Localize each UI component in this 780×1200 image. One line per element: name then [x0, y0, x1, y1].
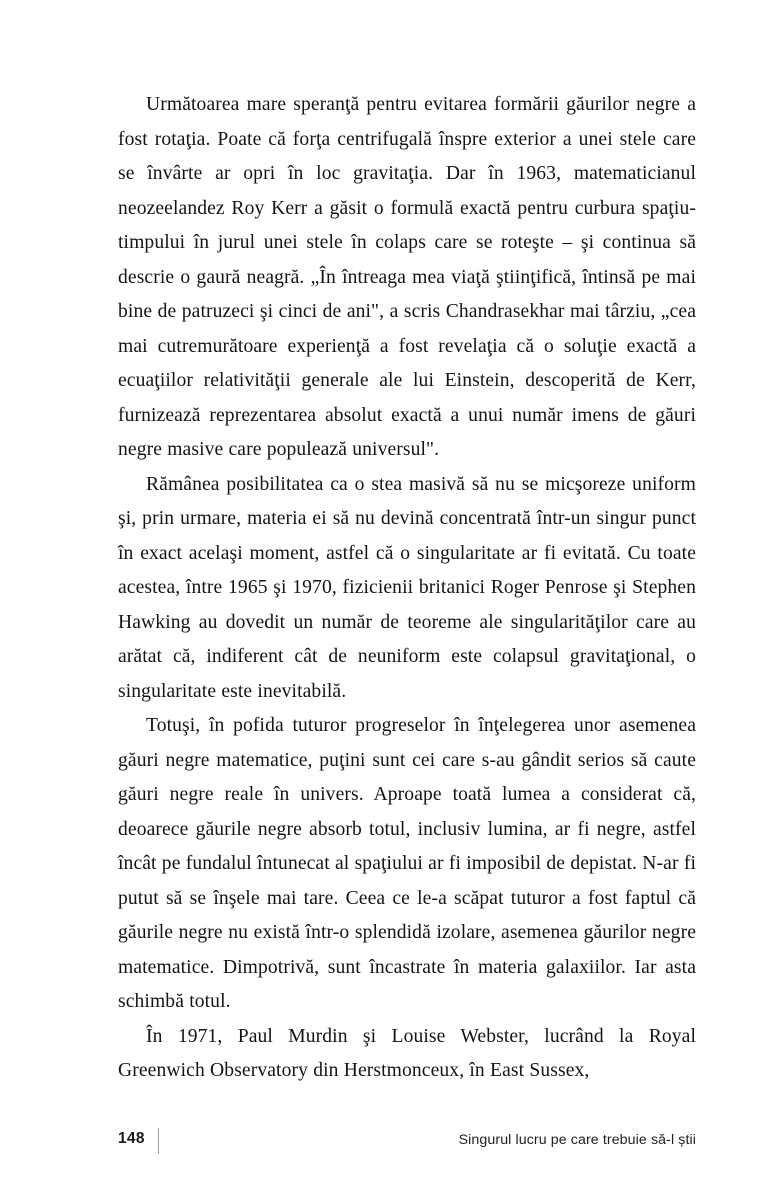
paragraph: În 1971, Paul Murdin şi Louise Webster, lucrând la Royal Greenwich Observatory din Herstmonceux, în East Sussex, [118, 1025, 696, 1081]
page-body-text [118, 88, 696, 1089]
footer-divider [158, 1128, 159, 1154]
running-head-title: Singurul lucru pe care trebuie să-l știi [458, 1132, 696, 1148]
page-footer [118, 1128, 696, 1158]
paragraph: Totuşi, în pofida tuturor progreselor în înţelegerea unor asemenea găuri negre matematice, puţini sunt cei care s-au gândit serios să caute găuri negre reale în univers. Aproape toată lumea a considerat că, deoarece găurile negre absorb totul, inclusiv lumina, ar fi negre, astfel încât pe fundalul întunecat al spaţiului ar fi imposibil de depistat. N-ar fi putut să se înşele mai tare. Ceea ce le-a scăpat tuturor a fost faptul că găurile negre nu există într-o splendidă izolare, asemenea găurilor negre matematice. Dimpotrivă, sunt încastrate în materia galaxiilor. Iar asta schimbă totul. [118, 715, 696, 1012]
paragraph: Următoarea mare speranţă pentru evitarea formării găurilor negre a fost rotaţia. Poate că forţa centrifugală înspre exterior a unei stele care se învârte ar opri în loc gravitaţia. Dar în 1963, matematicianul neozeelandez Roy Kerr a găsit o formulă exactă pentru curbura spaţiu-timpului în jurul unei stele în colaps care se roteşte – şi continua să descrie o gaură neagră. „În întreaga mea viaţă ştiinţifică, întinsă pe mai bine de patruzeci şi cinci de ani", a scris Chandrasekhar mai târziu, „cea mai cutremurătoare experienţă a fost revelaţia că o soluţie exactă a ecuaţiilor relativităţii generale ale lui Einstein, descoperită de Kerr, furnizează reprezentarea absolut exactă a unui număr imens de găuri negre masive care populează universul". [118, 94, 696, 460]
page-number: 148 [118, 1130, 145, 1147]
paragraph: Rămânea posibilitatea ca o stea masivă să nu se micşoreze uniform şi, prin urmare, materia ei să nu devină concentrată într-un singur punct în exact acelaşi moment, astfel că o singularitate ar fi evitată. Cu toate acestea, între 1965 şi 1970, fizicienii britanici Roger Penrose şi Stephen Hawking au dovedit un număr de teoreme ale singularităţilor care au arătat că, indiferent cât de neuniform este colapsul gravitaţional, o singularitate este inevitabilă. [118, 473, 696, 702]
